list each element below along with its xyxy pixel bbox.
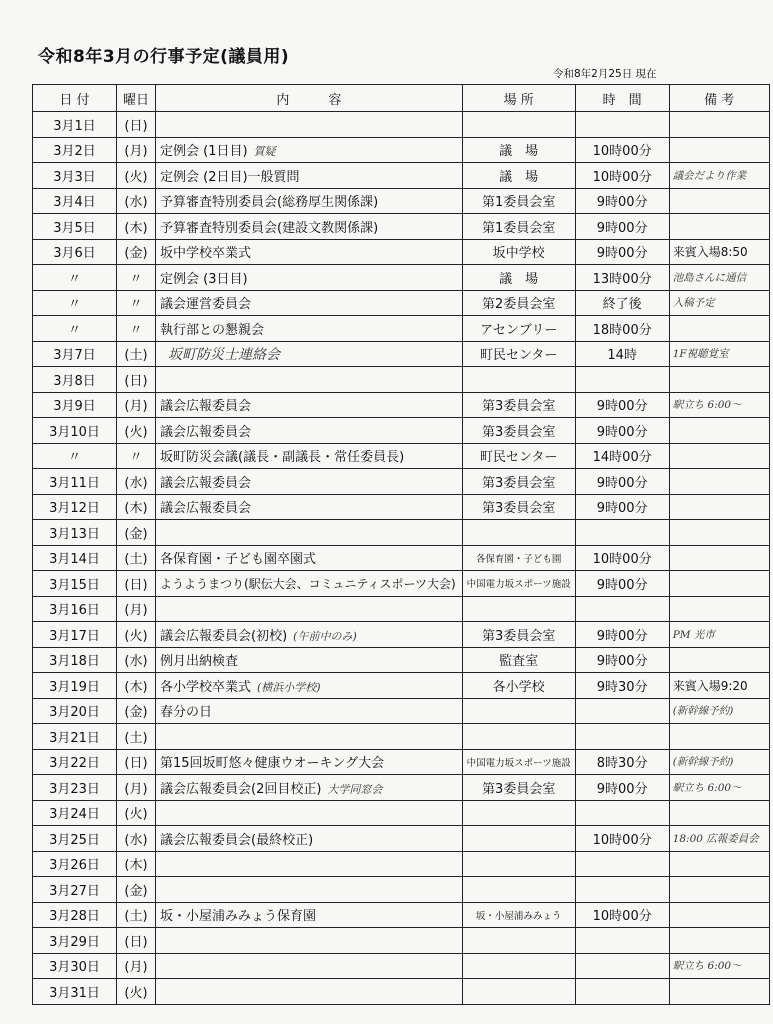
table-row [33,443,770,469]
row-weekday: (金) [117,520,156,546]
row-note [669,520,769,546]
row-note [669,112,769,138]
row-note [669,596,769,622]
row-date: 3月16日 [33,596,117,622]
row-date: 3月26日 [33,851,117,877]
row-note: 入稿予定 [669,290,769,316]
table-row [33,571,770,597]
row-weekday: (月) [117,596,156,622]
row-note [669,545,769,571]
row-weekday: (日) [117,928,156,954]
row-time: 8時30分 [575,749,669,775]
row-content-cell [156,596,463,622]
table-row [33,163,770,189]
row-weekday: 〃 [117,290,156,316]
row-note [669,494,769,520]
row-content-cell [156,673,463,699]
row-note [669,877,769,903]
row-note: 来賓入場8:50 [669,239,769,265]
row-weekday: (木) [117,851,156,877]
row-date: 3月4日 [33,188,117,214]
row-weekday: (水) [117,826,156,852]
row-place: 第3委員会室 [462,494,575,520]
row-date: 3月7日 [33,341,117,367]
as-of-date: 令和8年2月25日 現在 [553,68,657,80]
row-time: 9時00分 [575,214,669,240]
row-content: 春分の日 [160,705,213,721]
row-note [669,851,769,877]
row-weekday: (金) [117,239,156,265]
row-content-cell [156,545,463,571]
row-note [669,469,769,495]
row-time: 14時00分 [575,443,669,469]
row-content: 議会広報委員会 [160,475,252,491]
row-place: 議 場 [462,137,575,163]
row-place: 監査室 [462,647,575,673]
table-row [33,647,770,673]
row-content-cell [156,877,463,903]
table-row [33,494,770,520]
row-content-cell [156,724,463,750]
table-row [33,520,770,546]
row-time: 10時00分 [575,137,669,163]
schedule-table [32,84,770,1005]
table-row [33,367,770,393]
row-date: 3月23日 [33,775,117,801]
row-weekday: (土) [117,724,156,750]
row-content-cell [156,290,463,316]
row-place [462,698,575,724]
row-content-cell [156,112,463,138]
table-row [33,112,770,138]
row-time: 9時00分 [575,775,669,801]
row-time [575,698,669,724]
row-content-cell [156,341,463,367]
row-place [462,724,575,750]
row-content-cell [156,800,463,826]
header-date: 日 付 [33,85,117,112]
row-content: 議会広報委員会 [160,399,252,415]
row-content-cell [156,775,463,801]
row-date: 3月21日 [33,724,117,750]
row-place: 中国電力坂スポーツ施設 [462,571,575,597]
row-place: 第3委員会室 [462,775,575,801]
header-note: 備 考 [669,85,769,112]
row-place: 町民センター [462,341,575,367]
row-content: 第15回坂町悠々健康ウオーキング大会 [160,756,385,772]
row-place [462,112,575,138]
row-weekday: (木) [117,214,156,240]
row-time: 10時00分 [575,545,669,571]
row-date: 3月31日 [33,979,117,1005]
row-content: 議会広報委員会(最終校正) [160,832,314,848]
row-handwritten-note: (横浜小学校) [257,680,321,694]
row-place [462,851,575,877]
row-note [669,214,769,240]
table-row [33,265,770,291]
row-weekday: 〃 [117,316,156,342]
row-time: 9時00分 [575,188,669,214]
table-row [33,418,770,444]
row-place [462,596,575,622]
row-place: 町民センター [462,443,575,469]
row-time: 10時00分 [575,902,669,928]
table-row [33,877,770,903]
row-note [669,928,769,954]
row-content-cell [156,494,463,520]
row-content: 坂中学校卒業式 [160,246,252,262]
row-time [575,979,669,1005]
row-weekday: (金) [117,877,156,903]
row-date: 3月24日 [33,800,117,826]
row-weekday: (月) [117,953,156,979]
row-note [669,979,769,1005]
row-handwritten-note: 坂町防災士連絡会 [168,346,280,363]
row-content-cell [156,163,463,189]
row-content-cell [156,367,463,393]
row-date: 3月18日 [33,647,117,673]
row-content-cell [156,265,463,291]
row-content-cell [156,137,463,163]
row-place [462,800,575,826]
row-weekday: (日) [117,367,156,393]
row-note [669,724,769,750]
table-row [33,749,770,775]
row-place: 第1委員会室 [462,188,575,214]
row-note [669,647,769,673]
row-place [462,826,575,852]
row-time [575,112,669,138]
row-weekday: (金) [117,698,156,724]
row-date: 3月25日 [33,826,117,852]
row-note [669,137,769,163]
table-row [33,392,770,418]
row-time [575,367,669,393]
row-time [575,877,669,903]
row-date: 3月3日 [33,163,117,189]
row-content: 定例会 (2日目)一般質問 [160,169,300,185]
row-date: 〃 [33,265,117,291]
row-time: 10時00分 [575,826,669,852]
row-content-cell [156,214,463,240]
row-content: 議会広報委員会 [160,501,252,517]
row-note: 駅立ち 6:00〜 [669,392,769,418]
row-weekday: 〃 [117,443,156,469]
row-content: 予算審査特別委員会(建設文教関係課) [160,220,379,236]
row-place: 坂・小屋浦みみょう [462,902,575,928]
table-row [33,469,770,495]
row-note: 来賓入場9:20 [669,673,769,699]
row-date: 3月30日 [33,953,117,979]
row-time: 9時30分 [575,673,669,699]
row-note [669,902,769,928]
row-handwritten-note: 大学同窓会 [327,782,383,796]
row-place: 各保育園・子ども園 [462,545,575,571]
row-place [462,877,575,903]
row-note: 18:00 広報委員会 [669,826,769,852]
row-date: 3月8日 [33,367,117,393]
row-content: 各保育園・子ども園卒園式 [160,552,317,568]
row-date: 3月14日 [33,545,117,571]
row-note: (新幹線予約) [669,698,769,724]
table-row [33,137,770,163]
row-content-cell [156,953,463,979]
row-content-cell [156,418,463,444]
row-date: 3月20日 [33,698,117,724]
row-content: 議会広報委員会 [160,424,252,440]
row-weekday: (水) [117,469,156,495]
row-weekday: (月) [117,137,156,163]
table-row [33,724,770,750]
row-time [575,724,669,750]
row-content: 議会広報委員会(初校) [160,628,288,644]
row-weekday: (火) [117,979,156,1005]
row-time [575,928,669,954]
row-weekday: (火) [117,418,156,444]
row-date: 3月28日 [33,902,117,928]
table-row [33,902,770,928]
table-row [33,596,770,622]
row-place [462,367,575,393]
table-row [33,800,770,826]
row-note: 駅立ち 6:00〜 [669,775,769,801]
table-row [33,979,770,1005]
row-note [669,443,769,469]
row-content: 議会運営委員会 [160,297,252,313]
row-content-cell [156,902,463,928]
row-time: 10時00分 [575,163,669,189]
row-time: 18時00分 [575,316,669,342]
table-row [33,826,770,852]
header-place: 場 所 [462,85,575,112]
row-time: 9時00分 [575,239,669,265]
row-note [669,367,769,393]
row-date: 3月12日 [33,494,117,520]
row-note: (新幹線予約) [669,749,769,775]
row-content: 例月出納検査 [160,654,239,670]
row-time: 終了後 [575,290,669,316]
row-content-cell [156,443,463,469]
table-row [33,851,770,877]
row-content-cell [156,749,463,775]
row-content-cell [156,316,463,342]
row-weekday: (土) [117,341,156,367]
row-place: 第3委員会室 [462,418,575,444]
row-weekday: (日) [117,749,156,775]
row-place [462,979,575,1005]
row-weekday: (水) [117,647,156,673]
row-time [575,851,669,877]
row-time: 13時00分 [575,265,669,291]
row-content-cell [156,392,463,418]
table-row [33,290,770,316]
row-place: 第3委員会室 [462,622,575,648]
row-content: ようようまつり(駅伝大会、コミュニティスポーツ大会) [160,576,456,591]
row-date: 3月19日 [33,673,117,699]
row-note [669,316,769,342]
row-date: 3月6日 [33,239,117,265]
row-content-cell [156,851,463,877]
row-time [575,520,669,546]
row-date: 3月17日 [33,622,117,648]
row-note [669,571,769,597]
row-content: 議会広報委員会(2回目校正) [160,781,322,797]
row-content-cell [156,647,463,673]
row-handwritten-note: (午前中のみ) [293,629,357,643]
row-note: 議会だより作業 [669,163,769,189]
row-note [669,188,769,214]
row-handwritten-note: 質疑 [253,145,276,159]
row-place: アセンブリー [462,316,575,342]
row-note: 池島さんに通信 [669,265,769,291]
page-title: 令和8年3月の行事予定(議員用) [38,47,290,67]
row-time: 9時00分 [575,622,669,648]
row-place: 第1委員会室 [462,214,575,240]
row-time: 9時00分 [575,571,669,597]
row-date: 〃 [33,316,117,342]
table-row [33,928,770,954]
row-place: 坂中学校 [462,239,575,265]
row-content: 定例会 (3日目) [160,271,248,287]
row-time [575,953,669,979]
row-date: 3月2日 [33,137,117,163]
row-weekday: (土) [117,902,156,928]
row-content: 予算審査特別委員会(総務厚生関係課) [160,195,379,211]
row-place: 議 場 [462,163,575,189]
row-note [669,800,769,826]
row-note: PM 光市 [669,622,769,648]
row-date: 3月27日 [33,877,117,903]
table-row [33,545,770,571]
row-date: 3月29日 [33,928,117,954]
row-weekday: (水) [117,188,156,214]
row-content-cell [156,698,463,724]
row-content-cell [156,469,463,495]
row-date: 3月22日 [33,749,117,775]
table-row [33,239,770,265]
row-weekday: (月) [117,775,156,801]
row-place [462,520,575,546]
row-place: 中国電力坂スポーツ施設 [462,749,575,775]
row-date: 3月10日 [33,418,117,444]
table-row [33,622,770,648]
header-time: 時 間 [575,85,669,112]
row-content-cell [156,571,463,597]
row-weekday: (土) [117,545,156,571]
row-content: 定例会 (1日目) [160,144,248,160]
row-content-cell [156,239,463,265]
row-date: 〃 [33,443,117,469]
row-time: 14時 [575,341,669,367]
table-row [33,316,770,342]
row-place: 第3委員会室 [462,469,575,495]
row-weekday: 〃 [117,265,156,291]
row-place: 第3委員会室 [462,392,575,418]
row-note [669,418,769,444]
row-place: 各小学校 [462,673,575,699]
row-date: 〃 [33,290,117,316]
row-weekday: (木) [117,494,156,520]
row-weekday: (火) [117,800,156,826]
row-content-cell [156,979,463,1005]
row-time: 9時00分 [575,392,669,418]
row-note: 駅立ち 6:00〜 [669,953,769,979]
row-time: 9時00分 [575,647,669,673]
row-time [575,596,669,622]
row-content-cell [156,622,463,648]
row-content: 坂・小屋浦みみょう保育園 [160,909,317,925]
row-weekday: (日) [117,571,156,597]
row-content-cell [156,928,463,954]
row-content-cell [156,520,463,546]
row-content: 坂町防災会議(議長・副議長・常任委員長) [160,450,405,466]
row-content: 執行部との懇親会 [160,322,265,338]
row-time: 9時00分 [575,494,669,520]
header-content: 内 容 [156,85,463,112]
table-row [33,341,770,367]
row-place [462,953,575,979]
row-place: 第2委員会室 [462,290,575,316]
row-content: 各小学校卒業式 [160,679,252,695]
row-date: 3月5日 [33,214,117,240]
row-date: 3月11日 [33,469,117,495]
row-weekday: (火) [117,163,156,189]
table-row [33,214,770,240]
row-date: 3月9日 [33,392,117,418]
row-time: 9時00分 [575,418,669,444]
row-time [575,800,669,826]
row-date: 3月1日 [33,112,117,138]
row-place [462,928,575,954]
table-row [33,953,770,979]
header-dow: 曜日 [117,85,156,112]
row-weekday: (火) [117,622,156,648]
row-weekday: (木) [117,673,156,699]
row-note: 1F視聴覚室 [669,341,769,367]
table-row [33,698,770,724]
table-row [33,188,770,214]
row-place: 議 場 [462,265,575,291]
row-date: 3月13日 [33,520,117,546]
row-date: 3月15日 [33,571,117,597]
table-row [33,775,770,801]
row-weekday: (日) [117,112,156,138]
header-row [33,85,770,112]
row-weekday: (月) [117,392,156,418]
row-content-cell [156,188,463,214]
row-content-cell [156,826,463,852]
table-row [33,673,770,699]
row-time: 9時00分 [575,469,669,495]
